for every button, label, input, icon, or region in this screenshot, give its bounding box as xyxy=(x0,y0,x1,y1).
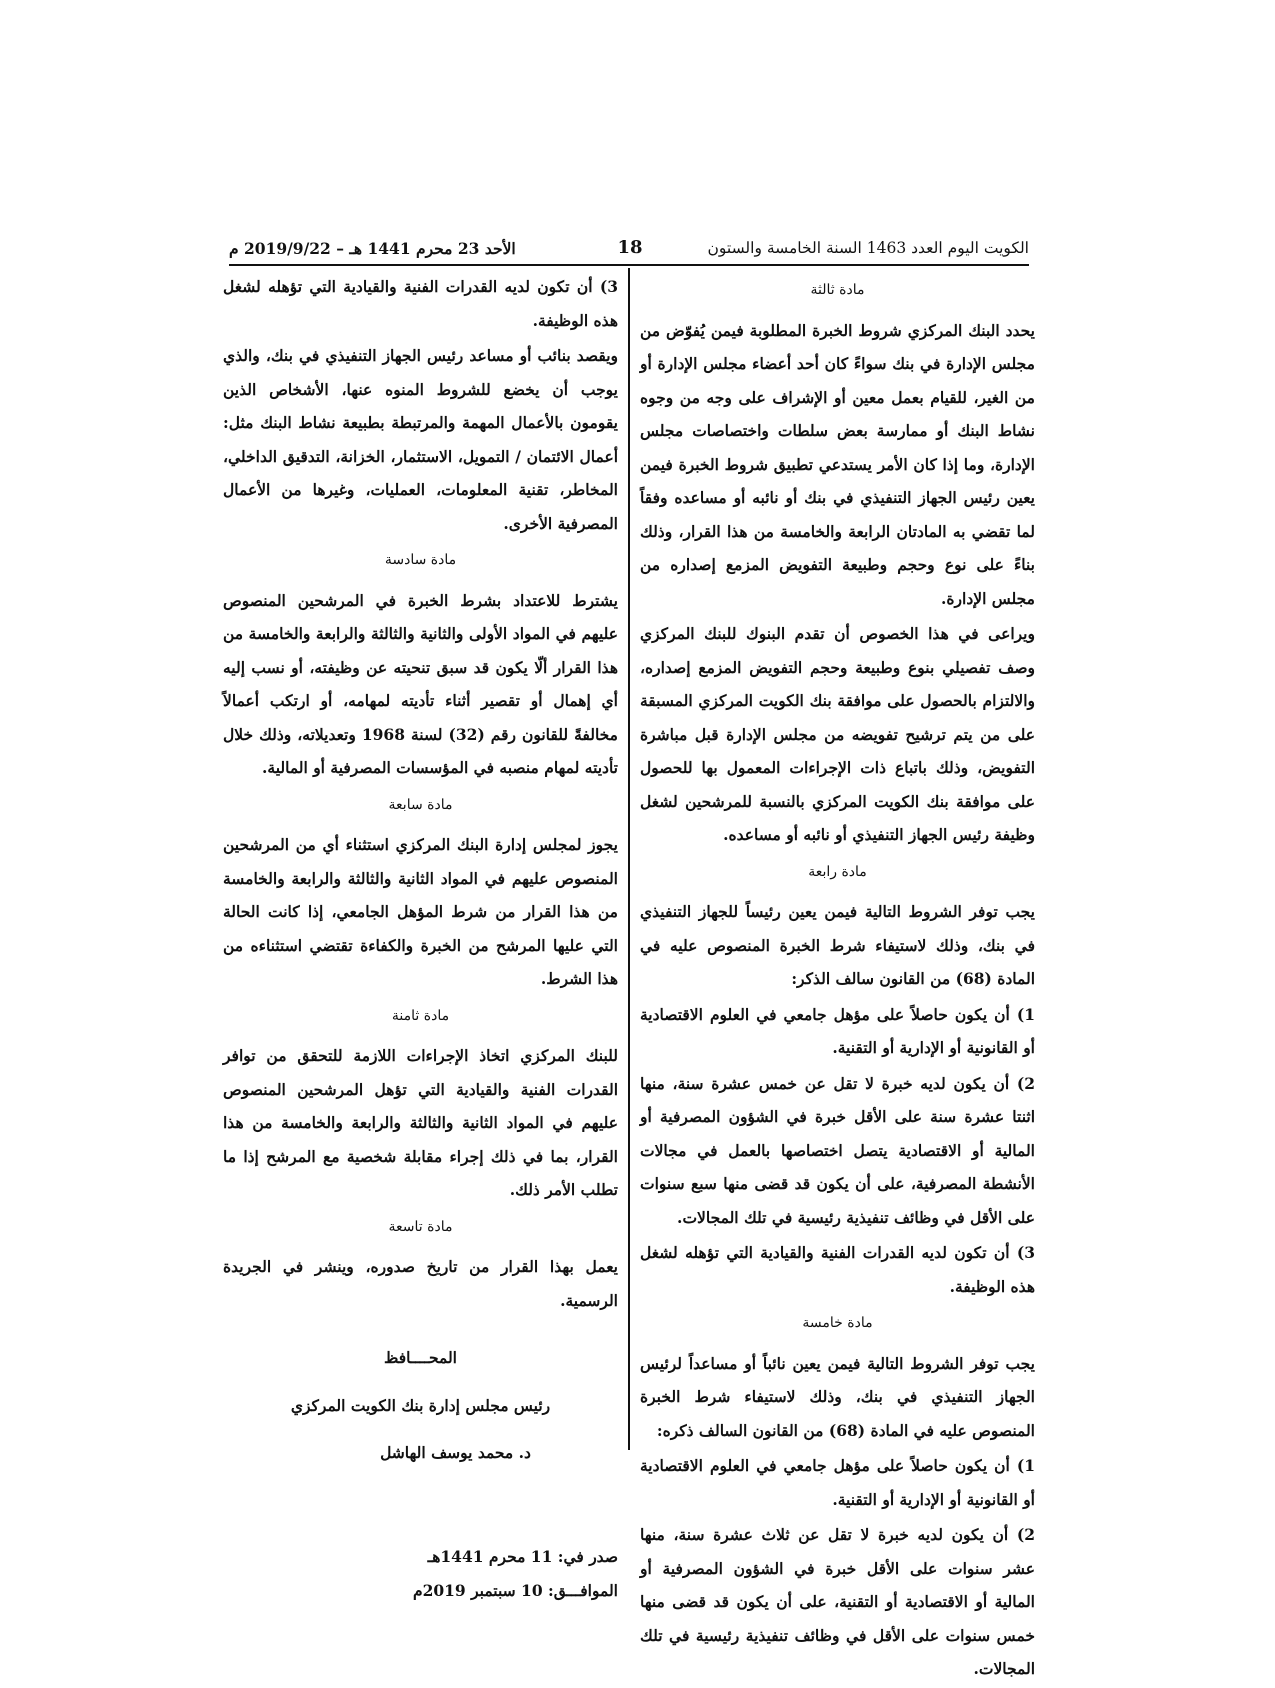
signatory-title: المحــــافظ xyxy=(383,1348,457,1367)
article-7-paragraph: يجوز لمجلس إدارة البنك المركزي استثناء أي من المرشحين المنصوص عليهم في المواد الثانية والثالثة والرابعة والخامسة من هذا القرار من شرط المؤهل الجامعي، إذا كانت الحالة التي عليها المرشح من الخبرة والكفاءة تقتضي استثناءه من هذا الشرط. xyxy=(223,835,618,988)
gazette-issue-info: الكويت اليوم العدد 1463 السنة الخامسة والستون xyxy=(707,239,1029,257)
article-4-item-3: 3) أن تكون لديه القدرات الفنية والقيادية التي تؤهله لشغل هذه الوظيفة. xyxy=(640,1243,1035,1296)
article-8-paragraph: للبنك المركزي اتخاذ الإجراءات اللازمة للتحقق من توافر القدرات الفنية والقيادية التي تؤهل المرشحين المنصوص عليهم في المواد الثانية والثالثة والرابعة والخامسة من هذا القرار، بما في ذلك إجراء مقابلة شخصية مع المرشح إذا ما تطلب الأمر ذلك. xyxy=(223,1046,618,1199)
article-5-intro: يجب توفر الشروط التالية فيمن يعين نائباً أو مساعداً لرئيس الجهاز التنفيذي في بنك، وذلك لاستيفاء شرط الخبرة المنصوص عليه في المادة (68) من القانون السالف ذكره: xyxy=(640,1353,1035,1440)
signatory-role: رئيس مجلس إدارة بنك الكويت المركزي xyxy=(290,1395,551,1415)
article-5-item-2: 2) أن يكون لديه خبرة لا تقل عن ثلاث عشرة سنة، منها عشر سنوات على الأقل خبرة في الشؤون المصرفية أو المالية أو الاقتصادية أو التقنية، على أن يكون قد قضى منها خمس سنوات على الأقل في وظائف تنفيذية رئيسية في تلك المجالات. xyxy=(640,1525,1035,1678)
article-5-definition: ويقصد بنائب أو مساعد رئيس الجهاز التنفيذي في بنك، والذي يوجب أن يخضع للشروط المنوه عنها، الأشخاص الذين يقومون بالأعمال المهمة والمرتبطة بطبيعة نشاط البنك مثل: أعمال الائتمان / التمويل، الاستثمار، الخزانة، التدقيق الداخلي، المخاطر، تقنية المعلومات، العمليات، وغيرها من الأعمال المصرفية الأخرى. xyxy=(223,346,618,533)
article-4-heading: مادة رابعة xyxy=(808,863,867,880)
article-4-intro: يجب توفر الشروط التالية فيمن يعين رئيساً للجهاز التنفيذي في بنك، وذلك لاستيفاء شرط الخبرة المنصوص عليه في المادة (68) من القانون سالف الذكر: xyxy=(640,902,1035,988)
header-divider xyxy=(229,264,1029,266)
signature-block xyxy=(223,1341,618,1470)
issue-date-block xyxy=(223,1540,618,1608)
page-header xyxy=(229,237,1029,263)
issued-gregorian-date: الموافـــق: 10 سبتمبر 2019م xyxy=(412,1580,618,1600)
article-4-item-2: 2) أن يكون لديه خبرة لا تقل عن خمس عشرة سنة، منها اثنتا عشرة سنة على الأقل خبرة في الشؤون المصرفية أو المالية أو الاقتصادية يتصل اختصاصها بالعمل في مجالات الأنشطة المصرفية، على أن يكون قد قضى منها سبع سنوات على الأقل في وظائف تنفيذية رئيسية في تلك المجالات. xyxy=(640,1073,1035,1227)
article-3-paragraph-1: يحدد البنك المركزي شروط الخبرة المطلوبة فيمن يُفوّض من مجلس الإدارة في بنك سواءً كان أحد أعضاء مجلس الإدارة أو من الغير، للقيام بعمل معين أو الإشراف على وجه من وجوه نشاط البنك أو ممارسة بعض سلطات واختصاصات مجلس الإدارة، وما إذا كان الأمر يستدعي تطبيق شروط الخبرة فيمن يعين رئيس الجهاز التنفيذي في بنك أو نائبه أو مساعده وفقاً لما تقضي به المادتان الرابعة والخامسة من هذا القرار، وذلك بناءً على نوع وحجم وطبيعة التفويض المزمع إصداره من مجلس الإدارة. xyxy=(640,320,1035,608)
article-8-heading: مادة ثامنة xyxy=(391,1007,450,1024)
article-7-heading: مادة سابعة xyxy=(388,796,453,813)
article-6-paragraph: يشترط للاعتداد بشرط الخبرة في المرشحين المنصوص عليهم في المواد الأولى والثانية والثالثة والرابعة والخامسة من هذا القرار ألّا يكون قد سبق تنحيته عن وظيفته، أو نسب إليه أي إهمال أو تقصير أثناء تأديته لمهامه، أو ارتكب أعمالاً مخالفةً للقانون رقم (32) لسنة 1968 وتعديلاته، وذلك خلال تأديته لمهام منصبه في المؤسسات المصرفية أو المالية. xyxy=(223,590,618,777)
article-9-heading: مادة تاسعة xyxy=(388,1218,453,1235)
left-column xyxy=(223,270,618,1608)
column-divider xyxy=(628,268,630,1450)
right-column xyxy=(640,270,1035,1688)
article-5-item-3: 3) أن تكون لديه القدرات الفنية والقيادية التي تؤهله لشغل هذه الوظيفة. xyxy=(223,277,618,330)
article-3-heading: مادة ثالثة xyxy=(810,282,865,298)
article-5-heading: مادة خامسة xyxy=(802,1315,873,1331)
issued-hijri-date: صدر في: 11 محرم 1441هـ xyxy=(427,1546,618,1566)
article-5-item-1: 1) أن يكون حاصلاً على مؤهل جامعي في العلوم الاقتصادية أو القانونية أو الإدارية أو التقنية. xyxy=(640,1456,1035,1509)
article-3-paragraph-2: ويراعى في هذا الخصوص أن تقدم البنوك للبنك المركزي وصف تفصيلي بنوع وطبيعة وحجم التفويض المزمع إصداره، والالتزام بالحصول على موافقة بنك الكويت المركزي المسبقة على من يتم ترشيح تفويضه من مجلس الإدارة قبل مباشرة التفويض، وذلك باتباع ذات الإجراءات المعمول بها للحصول على موافقة بنك الكويت المركزي بالنسبة للمرشحين لشغل وظيفة رئيس الجهاز التنفيذي أو نائبه أو مساعده. xyxy=(640,624,1035,844)
gazette-date: الأحد 23 محرم 1441 هـ – 2019/9/22 م xyxy=(229,239,516,258)
article-6-heading: مادة سادسة xyxy=(384,552,457,568)
article-4-item-1: 1) أن يكون حاصلاً على مؤهل جامعي في العلوم الاقتصادية أو القانونية أو الإدارية أو التقنية. xyxy=(640,1004,1035,1057)
signatory-name: د. محمد يوسف الهاشل xyxy=(380,1443,531,1462)
article-9-paragraph: يعمل بهذا القرار من تاريخ صدوره، وينشر في الجريدة الرسمية. xyxy=(223,1257,618,1310)
page-number: 18 xyxy=(617,237,643,258)
